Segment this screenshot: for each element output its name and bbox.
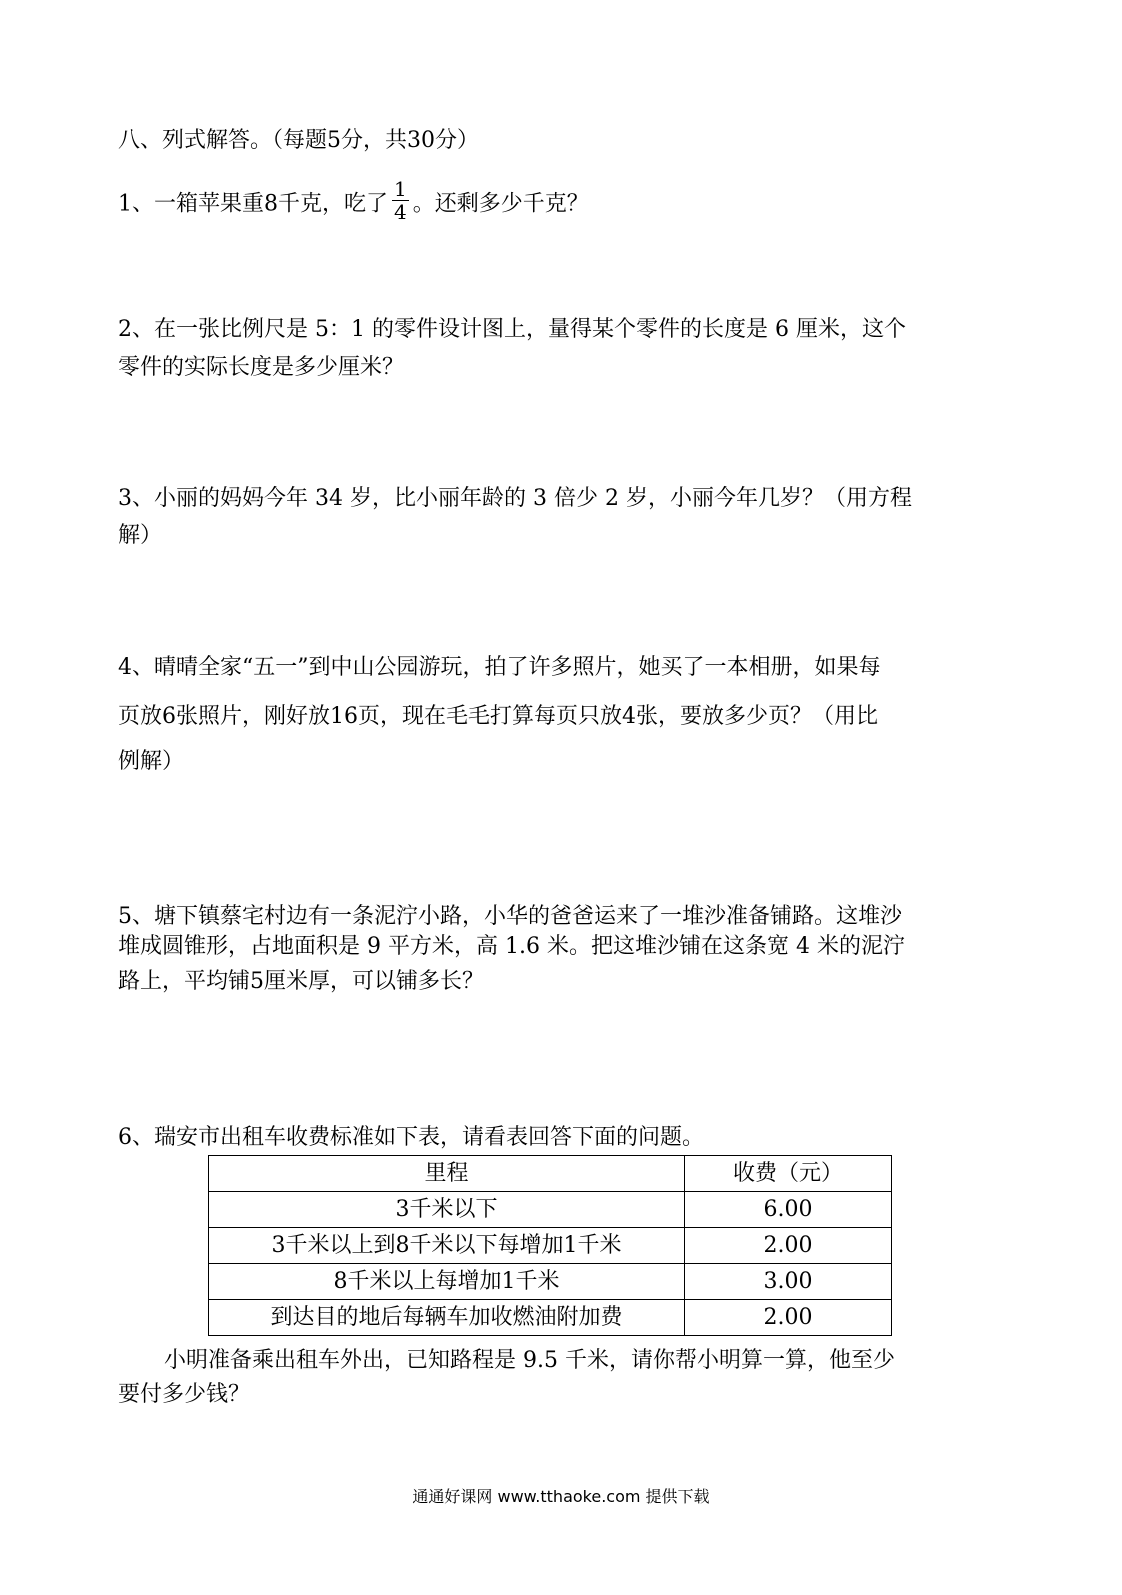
fraction-denominator: 4 <box>394 200 407 224</box>
table-row <box>209 1192 892 1228</box>
table-row <box>209 1300 892 1336</box>
question-2-line-1: 2、在一张比例尺是 5：1 的零件设计图上，量得某个零件的长度是 6 厘米，这个 <box>118 317 906 342</box>
table-row <box>209 1264 892 1300</box>
table-cell: 3千米以下 <box>209 1192 685 1228</box>
question-6-line-2: 要付多少钱？ <box>118 1382 251 1407</box>
table-header-cell: 收费（元） <box>685 1156 892 1192</box>
fraction <box>392 178 409 223</box>
table-cell: 6.00 <box>685 1192 892 1228</box>
section-title: 八、列式解答。（每题5分，共30分） <box>118 128 479 153</box>
table-cell: 3.00 <box>685 1264 892 1300</box>
question-4-line-3: 例解） <box>118 749 185 774</box>
question-3-line-1: 3、小丽的妈妈今年 34 岁，比小丽年龄的 3 倍少 2 岁，小丽今年几岁？（用方程 <box>118 486 912 511</box>
question-5-line-1: 5、塘下镇蔡宅村边有一条泥泞小路，小华的爸爸运来了一堆沙准备铺路。这堆沙 <box>118 904 902 929</box>
fraction-numerator: 1 <box>394 177 407 201</box>
table-cell: 8千米以上每增加1千米 <box>209 1264 685 1300</box>
table-header-row <box>209 1156 892 1192</box>
question-6-intro: 6、瑞安市出租车收费标准如下表，请看表回答下面的问题。 <box>118 1125 704 1150</box>
table-row <box>209 1228 892 1264</box>
question-4-line-1: 4、晴晴全家“五一”到中山公园游玩，拍了许多照片，她买了一本相册，如果每 <box>118 655 881 680</box>
table-cell: 2.00 <box>685 1228 892 1264</box>
question-1-text-before: 1、一箱苹果重8千克，吃了 <box>118 191 388 217</box>
table-header-cell: 里程 <box>209 1156 685 1192</box>
footer-source: 通通好课网 www.tthaoke.com 提供下载 <box>412 1487 710 1506</box>
question-5-line-2: 堆成圆锥形，占地面积是 9 平方米，高 1.6 米。把这堆沙铺在这条宽 4 米的泥泞 <box>118 934 905 959</box>
question-1 <box>118 177 998 227</box>
question-6-line-1: 小明准备乘出租车外出，已知路程是 9.5 千米，请你帮小明算一算，他至少 <box>164 1348 895 1373</box>
question-2-line-2: 零件的实际长度是多少厘米？ <box>118 355 405 380</box>
taxi-fee-table <box>208 1155 892 1336</box>
table-cell: 2.00 <box>685 1300 892 1336</box>
table-cell: 到达目的地后每辆车加收燃油附加费 <box>209 1300 685 1336</box>
table-cell: 3千米以上到8千米以下每增加1千米 <box>209 1228 685 1264</box>
question-5-line-3: 路上，平均铺5厘米厚，可以铺多长？ <box>118 969 484 994</box>
question-1-text-after: 。还剩多少千克？ <box>412 191 589 217</box>
question-3-line-2: 解） <box>118 523 163 548</box>
question-4-line-2: 页放6张照片，刚好放16页，现在毛毛打算每页只放4张，要放多少页？（用比 <box>118 704 878 729</box>
